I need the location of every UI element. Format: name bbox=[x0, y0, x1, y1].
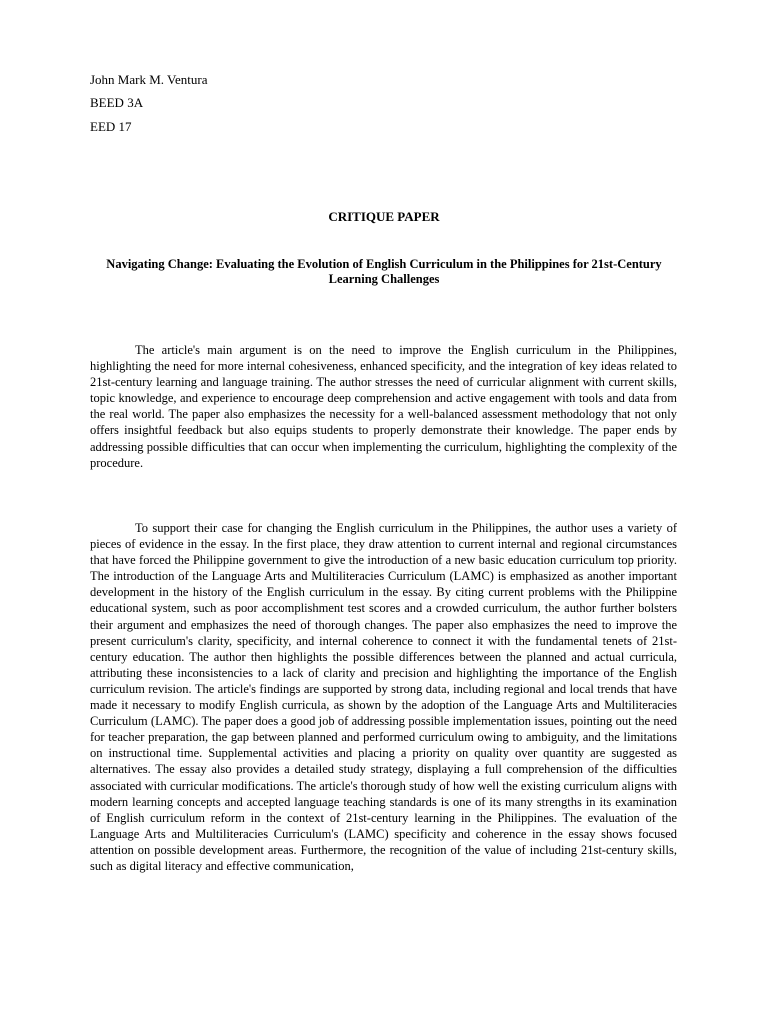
document-title: Navigating Change: Evaluating the Evolution of English Curriculum in the Philippines for 21st-Century Learning Challenges bbox=[106, 257, 662, 286]
author-name: John Mark M. Ventura bbox=[90, 72, 208, 87]
course-code: EED 17 bbox=[90, 119, 132, 134]
class-section: BEED 3A bbox=[90, 95, 144, 110]
body-paragraph-2: To support their case for changing the English curriculum in the Philippines, the author uses a variety of pieces of evidence in the essay. In the first place, they draw attention to current internal and regional circumstances that have forced the Philippine government to give the introduction of a new basic education curriculum top priority. The introduction of the Language Arts and Multiliteracies Curriculum (LAMC) is emphasized as another important development in the history of the English curriculum in the essay. By citing current problems with the Philippine educational system, such as poor accomplishment test scores and a crowded curriculum, the author further bolsters their argument and emphasizes the need of thorough changes. The paper also emphasizes the need to improve the present curriculum's clarity, specificity, and internal coherence to connect it with the fundamental tenets of 21st-century education. The author then highlights the possible differences between the planned and actual curricula, attributing these inconsistencies to a lack of clarity and precision and highlighting the importance of the English curriculum revision. The article's findings are supported by strong data, including regional and local trends that have made it necessary to modify English curricula, as shown by the adoption of the Language Arts and Multiliteracies Curriculum (LAMC). The paper does a good job of addressing possible implementation issues, pointing out the need for teacher preparation, the gap between planned and performed curriculum owing to ambiguity, and the limitations on instructional time. Supplemental activities and placing a priority on quality over quantity are suggested as alternatives. The essay also provides a detailed study strategy, displaying a full comprehension of the difficulties associated with curricular modifications. The article's thorough study of how well the existing curriculum aligns with modern learning concepts and accepted language teaching standards is one of its many strengths in its examination of English curriculum reform in the context of 21st-century learning in the Philippines. The evaluation of the Language Arts and Multiliteracies Curriculum's (LAMC) specificity and coherence in the essay shows focused attention on possible development areas. Furthermore, the recognition of the value of including 21st-century skills, such as digital literacy and effective communication, bbox=[90, 521, 677, 873]
body-paragraph-1: The article's main argument is on the need to improve the English curriculum in the Philippines, highlighting the need for more internal cohesiveness, enhanced specificity, and the integration of key ideas related to 21st-century learning and language training. The author stresses the need of curricular alignment with current skills, topic knowledge, and experience to encourage deep comprehension and active engagement with tools and data from the real world. The paper also emphasizes the necessity for a well-balanced assessment methodology that not only offers insightful feedback but also equips students to properly demonstrate their knowledge. The paper ends by addressing possible difficulties that can occur when implementing the curriculum, highlighting the complexity of the procedure. bbox=[90, 343, 677, 470]
document-type-heading: CRITIQUE PAPER bbox=[328, 209, 440, 224]
